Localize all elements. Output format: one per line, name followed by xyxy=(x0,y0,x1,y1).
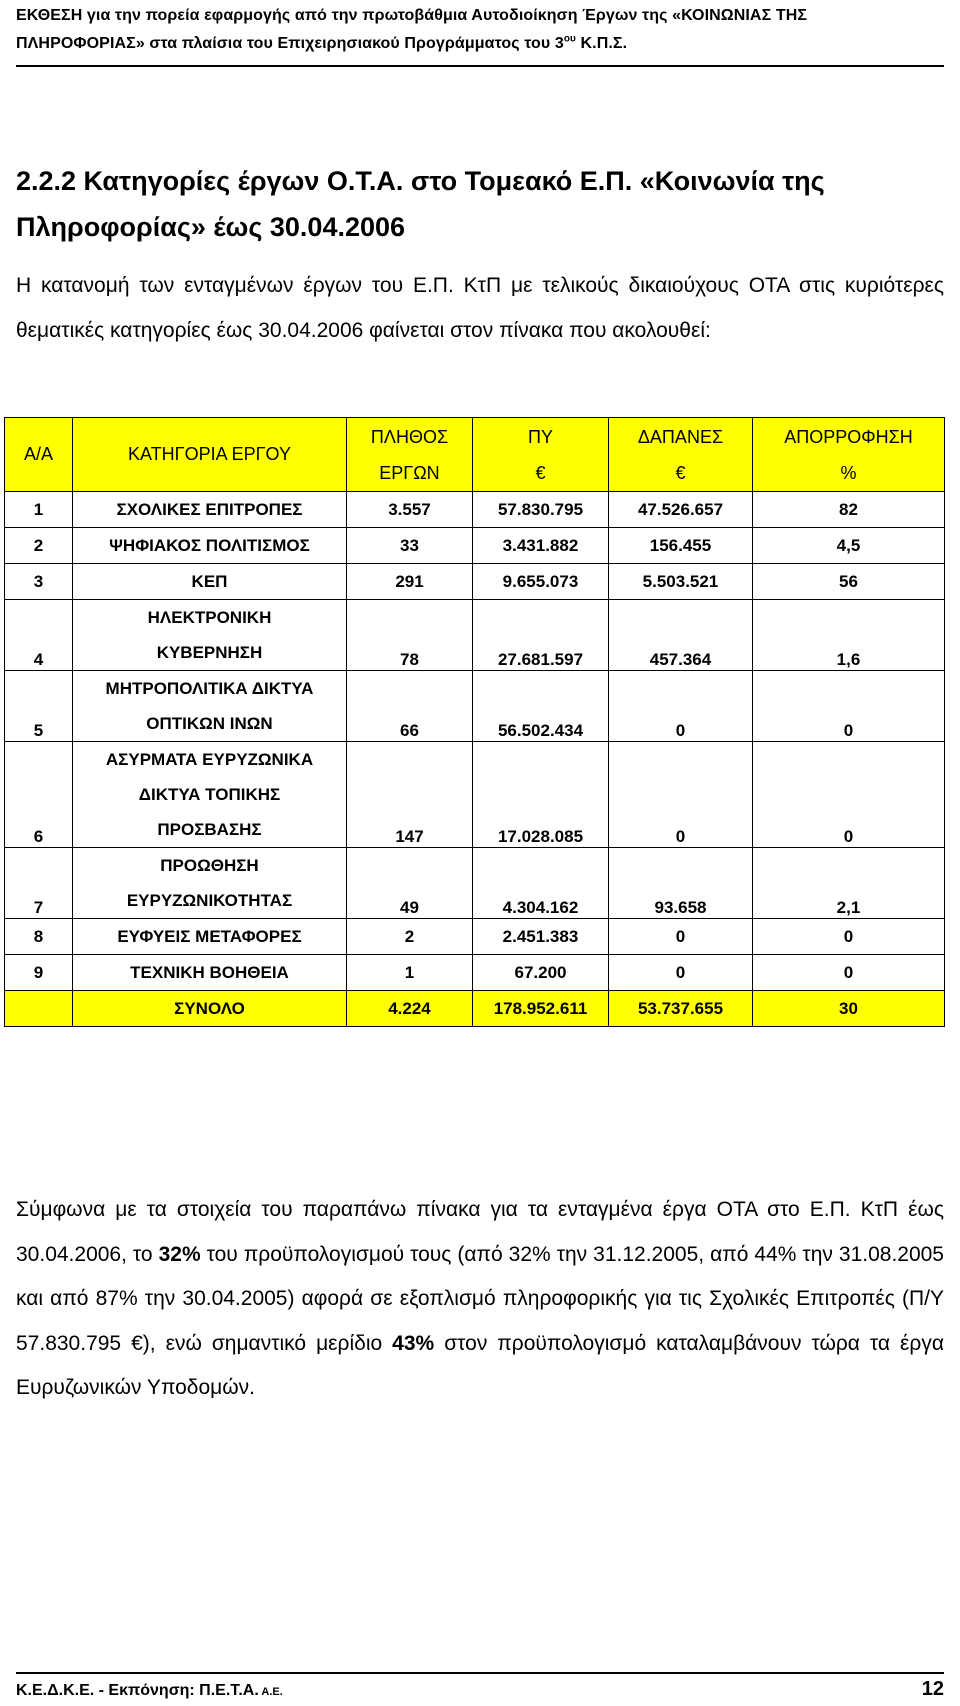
row-category-line: ΤΕΧΝΙΚΗ ΒΟΗΘΕΙΑ xyxy=(130,963,289,982)
header-budget xyxy=(473,418,609,492)
total-budget: 178.952.611 xyxy=(473,991,609,1027)
footer-credit xyxy=(16,1682,283,1700)
summary-text-1: Σύμφωνα με τα στοιχεία του παραπάνω πίνακα για τα ενταγμένα έργα ΟΤΑ στο Ε.Π. ΚτΠ έως 30.04.2006, το xyxy=(16,1198,944,1266)
row-absorb: 82 xyxy=(753,492,945,528)
row-count: 33 xyxy=(347,528,473,564)
table-row xyxy=(5,528,945,564)
summary-paragraph xyxy=(16,1188,944,1411)
summary-bold-1: 32% xyxy=(158,1242,201,1266)
total-spend: 53.737.655 xyxy=(609,991,753,1027)
row-absorb: 56 xyxy=(753,564,945,600)
table-row xyxy=(5,671,945,742)
row-count: 291 xyxy=(347,564,473,600)
summary-text-3: στον προϋπολογισμό καταλαμβάνουν τώρα τα έργα Ευρυζωνικών Υποδομών. xyxy=(16,1331,944,1399)
row-category-line: ΕΥΡΥΖΩΝΙΚΟΤΗΤΑΣ xyxy=(126,891,293,910)
row-category xyxy=(73,848,347,919)
header-line-2-text: ΠΛΗΡΟΦΟΡΙΑΣ» στα πλαίσια του Επιχειρησιακού Προγράμματος του 3 xyxy=(16,35,564,52)
row-aa: 6 xyxy=(5,742,73,848)
page-number: 12 xyxy=(921,1678,944,1700)
header-count xyxy=(347,418,473,492)
row-category-line: ΣΧΟΛΙΚΕΣ ΕΠΙΤΡΟΠΕΣ xyxy=(116,500,303,519)
table-row xyxy=(5,492,945,528)
row-count: 3.557 xyxy=(347,492,473,528)
row-spend: 0 xyxy=(609,919,753,955)
page-header xyxy=(16,2,944,58)
row-category xyxy=(73,955,347,991)
table-row xyxy=(5,742,945,848)
row-category xyxy=(73,600,347,671)
row-category xyxy=(73,492,347,528)
table-row xyxy=(5,955,945,991)
projects-table xyxy=(4,417,945,1027)
row-aa: 8 xyxy=(5,919,73,955)
row-budget: 9.655.073 xyxy=(473,564,609,600)
header-budget-line2: € xyxy=(535,462,546,483)
header-line-2 xyxy=(16,30,944,58)
row-count: 78 xyxy=(347,600,473,671)
row-spend: 5.503.521 xyxy=(609,564,753,600)
row-category xyxy=(73,671,347,742)
footer-divider xyxy=(16,1672,944,1674)
row-budget: 2.451.383 xyxy=(473,919,609,955)
footer-credit-text: Κ.Ε.Δ.Κ.Ε. - Εκπόνηση: Π.Ε.Τ.Α. xyxy=(16,1682,259,1699)
row-absorb: 4,5 xyxy=(753,528,945,564)
row-spend: 0 xyxy=(609,671,753,742)
summary-bold-2: 43% xyxy=(392,1331,435,1355)
row-aa: 1 xyxy=(5,492,73,528)
header-superscript: ου xyxy=(563,33,576,45)
row-absorb: 2,1 xyxy=(753,848,945,919)
row-count: 2 xyxy=(347,919,473,955)
row-spend: 47.526.657 xyxy=(609,492,753,528)
row-spend: 156.455 xyxy=(609,528,753,564)
section-title: 2.2.2 Κατηγορίες έργων Ο.Τ.Α. στο Τομεακό Ε.Π. «Κοινωνία της Πληροφορίας» έως 30.04.2006 xyxy=(16,166,825,242)
row-budget: 67.200 xyxy=(473,955,609,991)
header-spend xyxy=(609,418,753,492)
total-count: 4.224 xyxy=(347,991,473,1027)
row-budget: 4.304.162 xyxy=(473,848,609,919)
header-spend-line1: ΔΑΠΑΝΕΣ xyxy=(637,426,724,447)
row-aa: 5 xyxy=(5,671,73,742)
table-row xyxy=(5,848,945,919)
row-category-line: ΠΡΟΩΘΗΣΗ xyxy=(160,856,259,875)
row-category-line: ΜΗΤΡΟΠΟΛΙΤΙΚΑ ΔΙΚΤΥΑ xyxy=(105,679,314,698)
row-category xyxy=(73,564,347,600)
row-absorb: 0 xyxy=(753,955,945,991)
row-category-line: ΠΡΟΣΒΑΣΗΣ xyxy=(157,820,262,839)
row-category xyxy=(73,528,347,564)
header-budget-line1: ΠΥ xyxy=(527,426,553,447)
row-category xyxy=(73,919,347,955)
table-row xyxy=(5,600,945,671)
row-budget: 3.431.882 xyxy=(473,528,609,564)
row-category-line: ΟΠΤΙΚΩΝ ΙΝΩΝ xyxy=(146,714,273,733)
row-count: 1 xyxy=(347,955,473,991)
row-category-line: ΚΥΒΕΡΝΗΣΗ xyxy=(156,643,263,662)
table-body xyxy=(5,492,945,1027)
table-header-row xyxy=(5,418,945,492)
row-absorb: 0 xyxy=(753,742,945,848)
row-spend: 0 xyxy=(609,742,753,848)
row-budget: 56.502.434 xyxy=(473,671,609,742)
row-spend: 93.658 xyxy=(609,848,753,919)
footer-credit-suffix: Α.Ε. xyxy=(258,1686,283,1698)
header-divider xyxy=(16,65,944,67)
row-category-line: ΚΕΠ xyxy=(191,572,228,591)
row-absorb: 1,6 xyxy=(753,600,945,671)
row-count: 66 xyxy=(347,671,473,742)
row-aa: 9 xyxy=(5,955,73,991)
row-category-line: ΕΥΦΥΕΙΣ ΜΕΤΑΦΟΡΕΣ xyxy=(117,927,302,946)
row-aa: 3 xyxy=(5,564,73,600)
total-category: ΣΥΝΟΛΟ xyxy=(73,991,347,1027)
table-total-row xyxy=(5,991,945,1027)
row-absorb: 0 xyxy=(753,671,945,742)
header-count-line1: ΠΛΗΘΟΣ xyxy=(370,426,449,447)
row-budget: 27.681.597 xyxy=(473,600,609,671)
header-line-2-end: Κ.Π.Σ. xyxy=(575,35,628,52)
row-category-line: ΨΗΦΙΑΚΟΣ ΠΟΛΙΤΙΣΜΟΣ xyxy=(109,536,310,555)
total-absorb: 30 xyxy=(753,991,945,1027)
row-aa: 7 xyxy=(5,848,73,919)
summary-text-2: του προϋπολογισμού τους (από 32% την 31.12.2005, από 44% την 31.08.2005 και από 87% την 30.04.2005) αφορά σε εξοπλισμό πληροφορικής για τις Σχολικές Επιτροπές (Π/Υ 57.830.795 €), ενώ σημαντικό μερίδιο xyxy=(16,1242,944,1355)
table-row xyxy=(5,564,945,600)
row-aa: 2 xyxy=(5,528,73,564)
table-row xyxy=(5,919,945,955)
header-spend-line2: € xyxy=(675,462,686,483)
header-absorb-line2: % xyxy=(840,462,857,483)
total-aa xyxy=(5,991,73,1027)
header-count-line2: ΕΡΓΩΝ xyxy=(379,462,440,483)
row-aa: 4 xyxy=(5,600,73,671)
row-category-line: ΑΣΥΡΜΑΤΑ ΕΥΡΥΖΩΝΙΚΑ xyxy=(105,750,314,769)
row-count: 147 xyxy=(347,742,473,848)
row-category-line: ΗΛΕΚΤΡΟΝΙΚΗ xyxy=(147,608,272,627)
row-category-line: ΔΙΚΤΥΑ ΤΟΠΙΚΗΣ xyxy=(138,785,281,804)
row-budget: 17.028.085 xyxy=(473,742,609,848)
header-absorb-line1: ΑΠΟΡΡΟΦΗΣΗ xyxy=(784,426,913,447)
header-absorb xyxy=(753,418,945,492)
row-absorb: 0 xyxy=(753,919,945,955)
row-spend: 0 xyxy=(609,955,753,991)
row-category xyxy=(73,742,347,848)
row-count: 49 xyxy=(347,848,473,919)
header-category: ΚΑΤΗΓΟΡΙΑ ΕΡΓΟΥ xyxy=(73,418,347,492)
header-line-1: ΕΚΘΕΣΗ για την πορεία εφαρμογής από την πρωτοβάθμια Αυτοδιοίκηση Έργων της «ΚΟΙΝΩΝΙΑΣ ΤΗΣ xyxy=(16,7,808,24)
row-spend: 457.364 xyxy=(609,600,753,671)
intro-paragraph: Η κατανομή των ενταγμένων έργων του Ε.Π. ΚτΠ με τελικούς δικαιούχους ΟΤΑ στις κυριότερες θεματικές κατηγορίες έως 30.04.2006 φαίνεται στον πίνακα που ακολουθεί: xyxy=(16,274,944,342)
header-aa: Α/Α xyxy=(5,418,73,492)
row-budget: 57.830.795 xyxy=(473,492,609,528)
